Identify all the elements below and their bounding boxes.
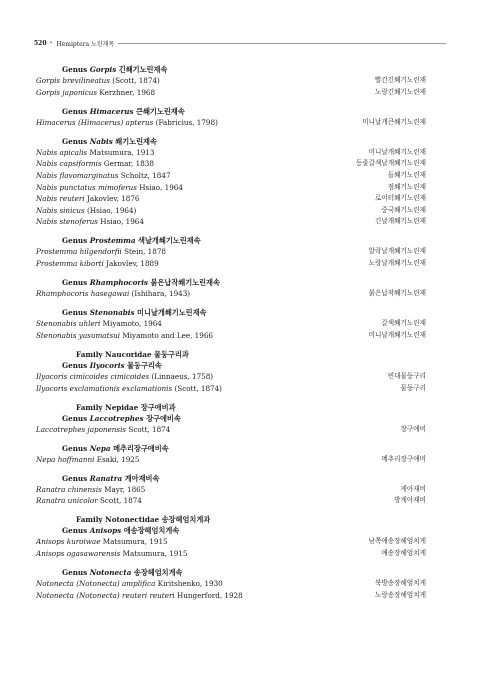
species-korean-name: 미니날개큰쐐기노린재: [362, 117, 426, 126]
species-row: [36, 246, 426, 258]
taxon-name: Notonectidae: [105, 515, 160, 525]
taxon-korean-name: 물둥구리과: [154, 349, 189, 359]
species-author: Stein, 1878: [124, 247, 166, 257]
species-entry: [36, 246, 166, 258]
species-row: [36, 117, 426, 129]
genus-section: [36, 235, 426, 269]
species-author: Mayr, 1865: [104, 484, 146, 494]
taxon-rank: Genus: [62, 106, 88, 116]
header-bullet: •: [49, 40, 53, 46]
species-korean-name: 장구애비: [400, 424, 426, 433]
taxon-korean-name: 긴쐐기노린재속: [118, 65, 168, 74]
taxon-rank: Genus: [62, 360, 88, 370]
species-entry: [36, 170, 171, 182]
species-name: Stenonabis yasumatsui: [36, 330, 121, 340]
taxon-korean-name: 미니날개쐐기노린재속: [137, 308, 207, 318]
species-entry: [36, 193, 139, 205]
species-row: [36, 205, 426, 217]
species-row: [36, 170, 426, 182]
genus-heading: [36, 235, 426, 246]
species-entry: [36, 590, 243, 602]
species-name: Nepa hoffmanni: [36, 454, 95, 464]
species-row: [36, 371, 426, 383]
genus-heading: [36, 64, 426, 75]
species-entry: [36, 288, 190, 300]
species-name: Stenonabis uhleri: [36, 319, 101, 329]
genus-section: [36, 567, 426, 601]
family-section: [36, 402, 426, 436]
taxon-name: Naucoridae: [105, 349, 152, 359]
species-author: Scott, 1874: [99, 496, 142, 506]
species-row: [36, 147, 426, 159]
species-name: Anisops ogasawarensis: [36, 549, 121, 559]
species-entry: [36, 454, 139, 466]
species-entry: [36, 258, 159, 270]
taxon-name: Notonecta: [89, 568, 132, 578]
family-heading: [36, 402, 426, 413]
species-korean-name: 미니날개쐐기노린재: [368, 330, 426, 339]
species-author: (Hsiao, 1964): [87, 205, 137, 215]
taxon-korean-name: 메추리장구애비속: [113, 443, 169, 453]
species-entry: [36, 383, 222, 395]
taxon-rank: Genus: [62, 308, 88, 318]
species-row: [36, 424, 426, 436]
species-row: [36, 318, 426, 330]
species-row: [36, 87, 426, 99]
taxon-name: Prostemma: [89, 236, 136, 246]
running-title: Hemiptera 노린재목: [56, 40, 115, 48]
genus-heading: [36, 307, 426, 318]
page-number: 520: [34, 39, 47, 47]
genus-heading: [36, 567, 426, 578]
species-row: [36, 383, 426, 395]
running-header: [34, 38, 446, 48]
species-korean-name: 로이터쐐기노린재: [375, 194, 426, 203]
species-korean-name: 긴날개쐐기노린재: [375, 217, 426, 226]
taxon-rank: Genus: [62, 278, 88, 288]
species-author: Jakovlev, 1876: [86, 194, 140, 204]
family-heading: [36, 349, 426, 360]
species-author: Scott, 1874: [128, 424, 171, 434]
species-author: (Scott, 1874): [174, 383, 222, 393]
species-korean-name: 북방송장헤엄치게: [375, 579, 426, 588]
taxon-korean-name: 물둥구리속: [127, 360, 162, 370]
species-entry: [36, 117, 218, 129]
species-korean-name: 점쐐기노린재: [387, 182, 426, 191]
genus-section: [36, 106, 426, 129]
genus-heading: [36, 473, 426, 484]
genus-heading: [36, 136, 426, 147]
species-row: [36, 590, 426, 602]
family-heading: [36, 514, 426, 525]
species-row: [36, 454, 426, 466]
species-name: Notonecta (Notonecta) amplifica: [36, 579, 156, 589]
species-korean-name: 애송장헤엄치게: [381, 549, 426, 558]
species-name: Nabis capsiformis: [36, 159, 102, 169]
species-name: Nabis apicalis: [36, 147, 88, 157]
family-section: [36, 514, 426, 559]
species-author: Hsiao, 1964: [100, 217, 144, 227]
genus-section: [36, 64, 426, 98]
species-row: [36, 548, 426, 560]
species-author: Miyamoto, 1964: [102, 319, 162, 329]
species-entry: [36, 87, 155, 99]
species-name: Nabis reuteri: [36, 194, 85, 204]
taxon-korean-name: 색날개쐐기노린재속: [138, 236, 201, 246]
taxon-name: Nepa: [89, 443, 111, 453]
taxon-rank: Genus: [62, 526, 88, 536]
taxon-name: Stenonabis: [89, 308, 135, 318]
species-korean-name: 중국쐐기노린재: [381, 205, 426, 214]
species-korean-name: 메추리장구애비: [381, 454, 426, 463]
species-row: [36, 193, 426, 205]
taxon-rank: Genus: [62, 473, 88, 483]
taxon-korean-name: 게아재비속: [124, 473, 160, 483]
species-row: [36, 216, 426, 228]
species-korean-name: 갈색쐐기노린재: [381, 319, 426, 328]
species-korean-name: 노랑날개쐐기노린재: [368, 259, 426, 268]
species-author: Scholtz, 1847: [120, 170, 171, 180]
species-row: [36, 182, 426, 194]
species-korean-name: 물둥구리: [400, 383, 426, 392]
header-rule: [118, 43, 446, 44]
taxon-korean-name: 쐐기노린재속: [115, 136, 157, 146]
taxon-name: Himacerus: [89, 106, 134, 116]
taxon-rank: Family: [76, 349, 103, 359]
species-row: [36, 158, 426, 170]
species-entry: [36, 318, 162, 330]
species-author: Kiritshenko, 1930: [157, 579, 223, 589]
species-entry: [36, 578, 223, 590]
taxon-rank: Genus: [62, 236, 88, 246]
species-author: Miyamoto and Lee, 1966: [122, 330, 213, 340]
species-entry: [36, 536, 168, 548]
species-name: Nabis stenoferus: [36, 217, 98, 227]
taxon-korean-name: 송장헤엄치게과: [161, 515, 211, 525]
species-korean-name: 방게아재비: [394, 496, 426, 505]
family-section: [36, 349, 426, 394]
species-author: Germar, 1838: [103, 159, 154, 169]
species-korean-name: 빨간긴쐐기노린재: [375, 76, 426, 84]
species-name: Rhamphocoris hasegawai: [36, 289, 130, 299]
taxon-rank: Family: [76, 515, 103, 525]
species-korean-name: 알락날개쐐기노린재: [368, 247, 426, 256]
species-korean-name: 미니날개쐐기노린재: [368, 147, 426, 156]
genus-section: [36, 473, 426, 507]
species-entry: [36, 158, 154, 170]
taxon-name: Rhamphocoris: [89, 278, 148, 288]
species-name: Ilyocoris cimicoides cimicoides: [36, 371, 150, 381]
taxon-korean-name: 애송장헤엄치게속: [123, 526, 180, 536]
species-korean-name: 붉은납작쐐기노린재: [368, 289, 426, 298]
taxon-name: Laccotrephes: [89, 413, 144, 423]
taxon-name: Nabis: [89, 136, 113, 146]
species-row: [36, 258, 426, 270]
species-row: [36, 75, 426, 87]
taxon-name: Ilyocoris: [89, 360, 125, 370]
taxon-korean-name: 큰쐐기노린재속: [136, 106, 185, 116]
species-name: Gorpis brevilineatus: [36, 76, 110, 85]
species-entry: [36, 182, 183, 194]
species-author: (Linnaeus, 1758): [151, 371, 214, 381]
genus-section: [36, 443, 426, 466]
genus-heading: [36, 525, 426, 536]
species-row: [36, 288, 426, 300]
species-author: Hsiao, 1964: [139, 182, 183, 192]
genus-section: [36, 307, 426, 341]
species-entry: [36, 495, 142, 507]
species-name: Himacerus (Himacerus) apterus: [36, 117, 154, 127]
species-author: Jakovlev, 1889: [106, 259, 159, 269]
species-entry: [36, 75, 160, 87]
species-korean-name: 노랑긴쐐기노린재: [375, 87, 426, 96]
taxon-rank: Family: [76, 402, 103, 412]
species-name: Ranatra unicolor: [36, 496, 98, 506]
species-name: Laccotrephes japonensis: [36, 424, 127, 434]
species-entry: [36, 371, 213, 383]
species-name: Nabis sinicus: [36, 205, 85, 215]
taxon-rank: Genus: [62, 443, 88, 453]
species-row: [36, 330, 426, 342]
species-entry: [36, 205, 136, 217]
species-korean-name: 남쪽애송장헤엄치게: [368, 537, 426, 546]
species-author: (Fabricius, 1798): [155, 117, 218, 127]
species-korean-name: 빈대물둥구리: [387, 371, 426, 380]
species-author: Esaki, 1925: [96, 454, 140, 464]
species-korean-name: 등줄갈색날개쐐기노린재: [355, 159, 426, 168]
taxon-name: Nepidae: [105, 402, 139, 412]
species-author: (Ishihara, 1943): [131, 289, 191, 299]
species-name: Ilyocoris exclamationis exclamationis: [36, 383, 173, 393]
genus-heading: [36, 277, 426, 288]
species-name: Nabis punctatus mimoferus: [36, 182, 137, 192]
taxon-rank: Genus: [62, 136, 88, 146]
species-name: Notonecta (Notonecta) reuteri reuteri: [36, 590, 175, 600]
taxon-name: Anisops: [89, 526, 122, 536]
species-author: Hungerford, 1928: [176, 590, 243, 600]
species-korean-name: 게아재비: [400, 484, 426, 493]
genus-heading: [36, 360, 426, 371]
species-author: Matsumura, 1913: [89, 147, 155, 157]
taxon-korean-name: 장구애비과: [140, 402, 176, 412]
species-entry: [36, 330, 213, 342]
species-korean-name: 노랑송장헤엄치게: [375, 590, 426, 599]
genus-section: [36, 277, 426, 300]
species-row: [36, 536, 426, 548]
species-name: Nabis flavomarginatus: [36, 170, 119, 180]
species-entry: [36, 548, 188, 560]
taxon-name: Ranatra: [89, 473, 123, 483]
taxon-rank: Genus: [62, 568, 88, 578]
species-name: Prostemma kiborti: [36, 259, 104, 269]
taxon-rank: Genus: [62, 413, 88, 423]
species-entry: [36, 216, 144, 228]
taxon-korean-name: 장구애비속: [146, 413, 181, 423]
species-name: Gorpis japonicus: [36, 87, 98, 97]
species-row: [36, 578, 426, 590]
genus-heading: [36, 106, 426, 117]
genus-heading: [36, 413, 426, 424]
checklist-body: [36, 64, 426, 609]
taxon-name: Gorpis: [89, 65, 117, 74]
taxon-korean-name: 송장헤엄치게속: [133, 568, 183, 578]
species-row: [36, 484, 426, 496]
taxon-korean-name: 붉은납작쐐기노린재속: [150, 278, 220, 288]
species-entry: [36, 484, 145, 496]
species-name: Anisops kuroiwae: [36, 537, 101, 547]
species-name: Prostemma hilgendorfii: [36, 247, 122, 257]
species-author: Kerzhner, 1968: [99, 87, 156, 97]
species-author: Matsumura, 1915: [122, 549, 188, 559]
taxon-rank: Genus: [62, 65, 88, 74]
species-name: Ranatra chinensis: [36, 484, 102, 494]
genus-section: [36, 136, 426, 228]
species-author: (Scott, 1874): [112, 76, 160, 85]
genus-heading: [36, 443, 426, 454]
species-entry: [36, 147, 154, 159]
species-author: Matsumura, 1915: [102, 537, 168, 547]
species-korean-name: 들쐐기노린재: [387, 170, 426, 179]
species-entry: [36, 424, 170, 436]
species-row: [36, 495, 426, 507]
